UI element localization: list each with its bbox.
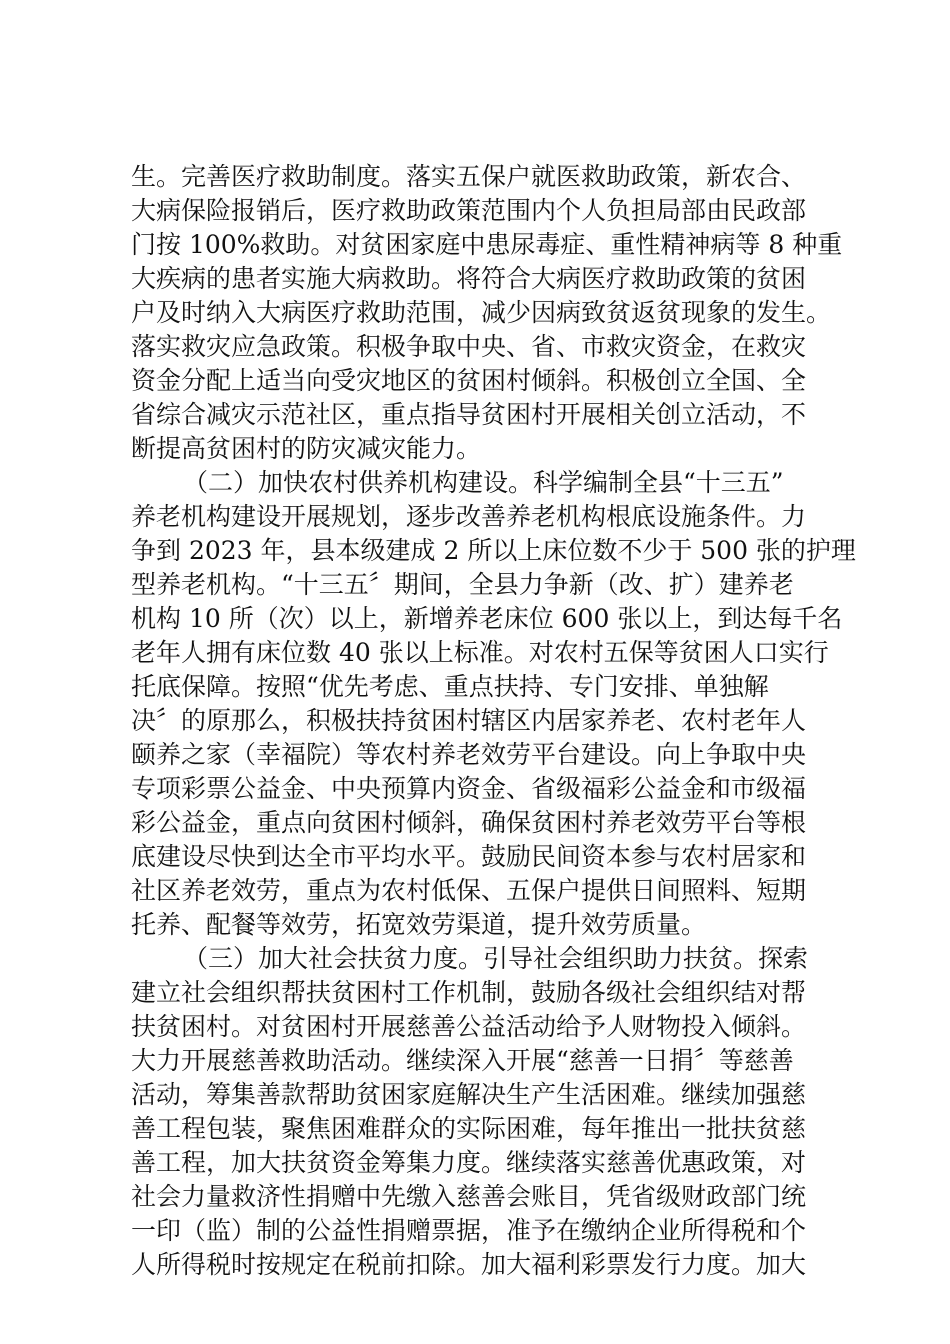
text-line: （二）加快农村供养机构建设。科学编制全县“十三五” [183, 468, 784, 497]
text-line: 善工程包装，聚焦困难群众的实际困难，每年推出一批扶贫慈 [131, 1114, 807, 1143]
paragraph-social-poverty-relief [131, 942, 821, 1282]
text-line: 省综合减灾示范社区，重点指导贫困村开展相关创立活动，不 [131, 400, 807, 429]
text-line: 专项彩票公益金、中央预算内资金、省级福彩公益金和市级福 [131, 774, 807, 803]
text-line: 大病保险报销后，医疗救助政策范围内个人负担局部由民政部 [131, 196, 807, 225]
paragraph-medical-aid [131, 160, 843, 466]
text-line: 争到 2023 年，县本级建成 2 所以上床位数不少于 500 张的护理 [131, 536, 856, 565]
text-line: 资金分配上适当向受灾地区的贫困村倾斜。积极创立全国、全 [131, 366, 807, 395]
text-line: 决〞的原那么，积极扶持贫困村辖区内居家养老、农村老年人 [131, 706, 807, 735]
text-line: 机构 10 所（次）以上，新增养老床位 600 张以上，到达每千名 [131, 604, 843, 633]
text-line: 型养老机构。“十三五〞期间，全县力争新（改、扩）建养老 [131, 570, 794, 599]
text-line: 善工程，加大扶贫资金筹集力度。继续落实慈善优惠政策，对 [131, 1148, 807, 1177]
paragraph-elderly-care [131, 466, 856, 942]
document-body [131, 160, 856, 1282]
text-line: 一印（监）制的公益性捐赠票据，准予在缴纳企业所得税和个 [131, 1216, 807, 1245]
text-line: 门按 100%救助。对贫困家庭中患尿毒症、重性精神病等 8 种重 [131, 230, 843, 259]
text-line: 托底保障。按照“优先考虑、重点扶持、专门安排、单独解 [131, 672, 769, 701]
text-line: 人所得税时按规定在税前扣除。加大福利彩票发行力度。加大 [131, 1250, 807, 1279]
text-line: 颐养之家（幸福院）等农村养老效劳平台建设。向上争取中央 [131, 740, 807, 769]
text-line: （三）加大社会扶贫力度。引导社会组织助力扶贫。探索 [183, 944, 809, 973]
text-line: 落实救灾应急政策。积极争取中央、省、市救灾资金，在救灾 [131, 332, 807, 361]
text-line: 养老机构建设开展规划，逐步改善养老机构根底设施条件。力 [131, 502, 807, 531]
text-line: 活动，筹集善款帮助贫困家庭解决生产生活困难。继续加强慈 [131, 1080, 807, 1109]
text-line: 社会力量救济性捐赠中先缴入慈善会账目，凭省级财政部门统 [131, 1182, 807, 1211]
text-line: 建立社会组织帮扶贫困村工作机制，鼓励各级社会组织结对帮 [131, 978, 807, 1007]
text-line: 生。完善医疗救助制度。落实五保户就医救助政策，新农合、 [131, 162, 807, 191]
text-line: 老年人拥有床位数 40 张以上标准。对农村五保等贫困人口实行 [131, 638, 829, 667]
text-line: 社区养老效劳，重点为农村低保、五保户提供日间照料、短期 [131, 876, 807, 905]
text-line: 大力开展慈善救助活动。继续深入开展“慈善一日捐〞等慈善 [131, 1046, 794, 1075]
text-line: 断提高贫困村的防灾减灾能力。 [131, 434, 482, 463]
text-line: 托养、配餐等效劳，拓宽效劳渠道，提升效劳质量。 [131, 910, 707, 939]
text-line: 底建设尽快到达全市平均水平。鼓励民间资本参与农村居家和 [131, 842, 807, 871]
text-line: 彩公益金，重点向贫困村倾斜，确保贫困村养老效劳平台等根 [131, 808, 807, 837]
text-line: 户及时纳入大病医疗救助范围，减少因病致贫返贫现象的发生。 [131, 298, 832, 327]
text-line: 扶贫困村。对贫困村开展慈善公益活动给予人财物投入倾斜。 [131, 1012, 807, 1041]
text-line: 大疾病的患者实施大病救助。将符合大病医疗救助政策的贫困 [131, 264, 807, 293]
